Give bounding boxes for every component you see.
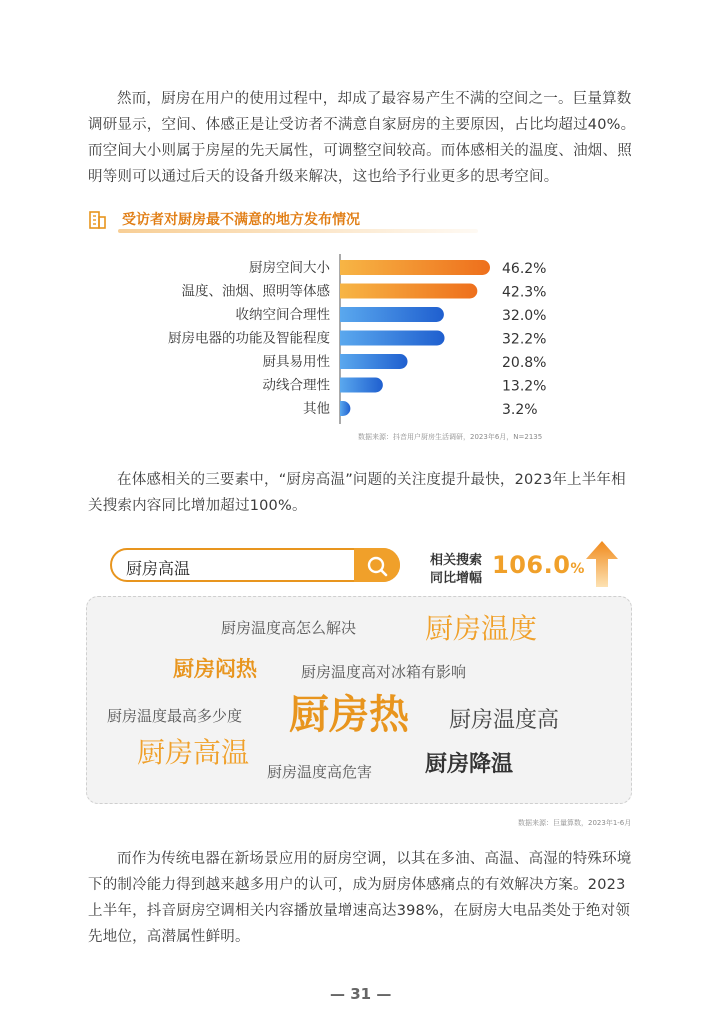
growth-label-1: 相关搜索 (430, 553, 483, 568)
value-label: 42.3% (502, 284, 547, 301)
third-paragraph: 而作为传统电器在新场景应用的厨房空调，以其在多油、高温、高湿的特殊环境下的制冷能力得到越来越多用户的认可，成为厨房体感痛点的有效解决方案。2023上半年，抖音厨房空调相关内容播放量增速高达398%，在厨房大电品类处于绝对领先地位，高潜属性鲜明。 (88, 851, 632, 945)
section-header (88, 206, 398, 234)
cloud-word: 厨房降温 (425, 752, 514, 777)
bar (340, 354, 408, 369)
category-label: 厨房电器的功能及智能程度 (168, 330, 330, 347)
value-label: 3.2% (502, 402, 538, 418)
cloud-word: 厨房闷热 (173, 657, 257, 681)
search-button[interactable] (354, 548, 400, 582)
value-label: 13.2% (502, 378, 547, 395)
search-bar[interactable] (110, 548, 400, 582)
category-label: 动线合理性 (262, 377, 330, 394)
category-label: 温度、油烟、照明等体感 (181, 283, 330, 300)
value-label: 32.0% (502, 308, 547, 324)
cloud-word: 厨房温度高危害 (267, 763, 373, 781)
search-query: 厨房高温 (126, 559, 191, 578)
word-cloud (86, 596, 632, 804)
cloud-word: 厨房热 (289, 692, 409, 738)
second-paragraph: 在体感相关的三要素中，“厨房高温”问题的关注度提升最快，2023年上半年相关搜索内容同比增加超过100%。 (88, 472, 626, 514)
growth-label-2: 同比增幅 (430, 571, 483, 586)
arrow-up-icon (584, 539, 620, 589)
cloud-word: 厨房温度 (425, 612, 538, 645)
bar (340, 331, 445, 346)
building-icon (88, 208, 108, 230)
growth-value: 106.0% (492, 551, 585, 579)
growth-indicator (430, 547, 630, 593)
cloud-word: 厨房温度高怎么解决 (221, 619, 357, 637)
intro-paragraph: 然而，厨房在用户的使用过程中，却成了最容易产生不满的空间之一。巨量算数调研显示，空间、体感正是让受访者不满意自家厨房的主要原因，占比均超过40%。而空间大小则属于房屋的先天属性，可调整空间较高。而体感相关的温度、油烟、照明等则可以通过后天的设备升级来解决，这也给予行业更多的思考空间。 (88, 91, 636, 185)
value-label: 32.2% (502, 331, 547, 348)
bar (340, 401, 350, 416)
bar (340, 378, 383, 393)
cloud-word: 厨房温度高 (449, 708, 560, 733)
value-label: 20.8% (502, 355, 547, 371)
chart-source: 数据来源：抖音用户厨房生活调研，2023年6月，N=2135 (358, 433, 543, 441)
cloud-word: 厨房高温 (137, 736, 250, 769)
bar (340, 307, 444, 322)
section-title: 受访者对厨房最不满意的地方发布情况 (122, 212, 360, 228)
section-underline (118, 228, 478, 234)
bar (340, 260, 490, 275)
category-label: 收纳空间合理性 (235, 307, 330, 323)
category-label: 厨房空间大小 (249, 260, 330, 276)
bar-chart (80, 246, 660, 456)
cloud-word: 厨房温度高对冰箱有影响 (301, 663, 467, 681)
bar (340, 284, 477, 299)
category-label: 厨具易用性 (262, 354, 330, 370)
category-label: 其他 (303, 401, 330, 417)
search-icon (366, 555, 388, 577)
cloud-word: 厨房温度最高多少度 (107, 707, 243, 725)
cloud-source: 数据来源：巨量算数，2023年1-6月 (518, 819, 632, 827)
page-number: — 31 — (330, 985, 392, 1003)
value-label: 46.2% (502, 261, 547, 277)
